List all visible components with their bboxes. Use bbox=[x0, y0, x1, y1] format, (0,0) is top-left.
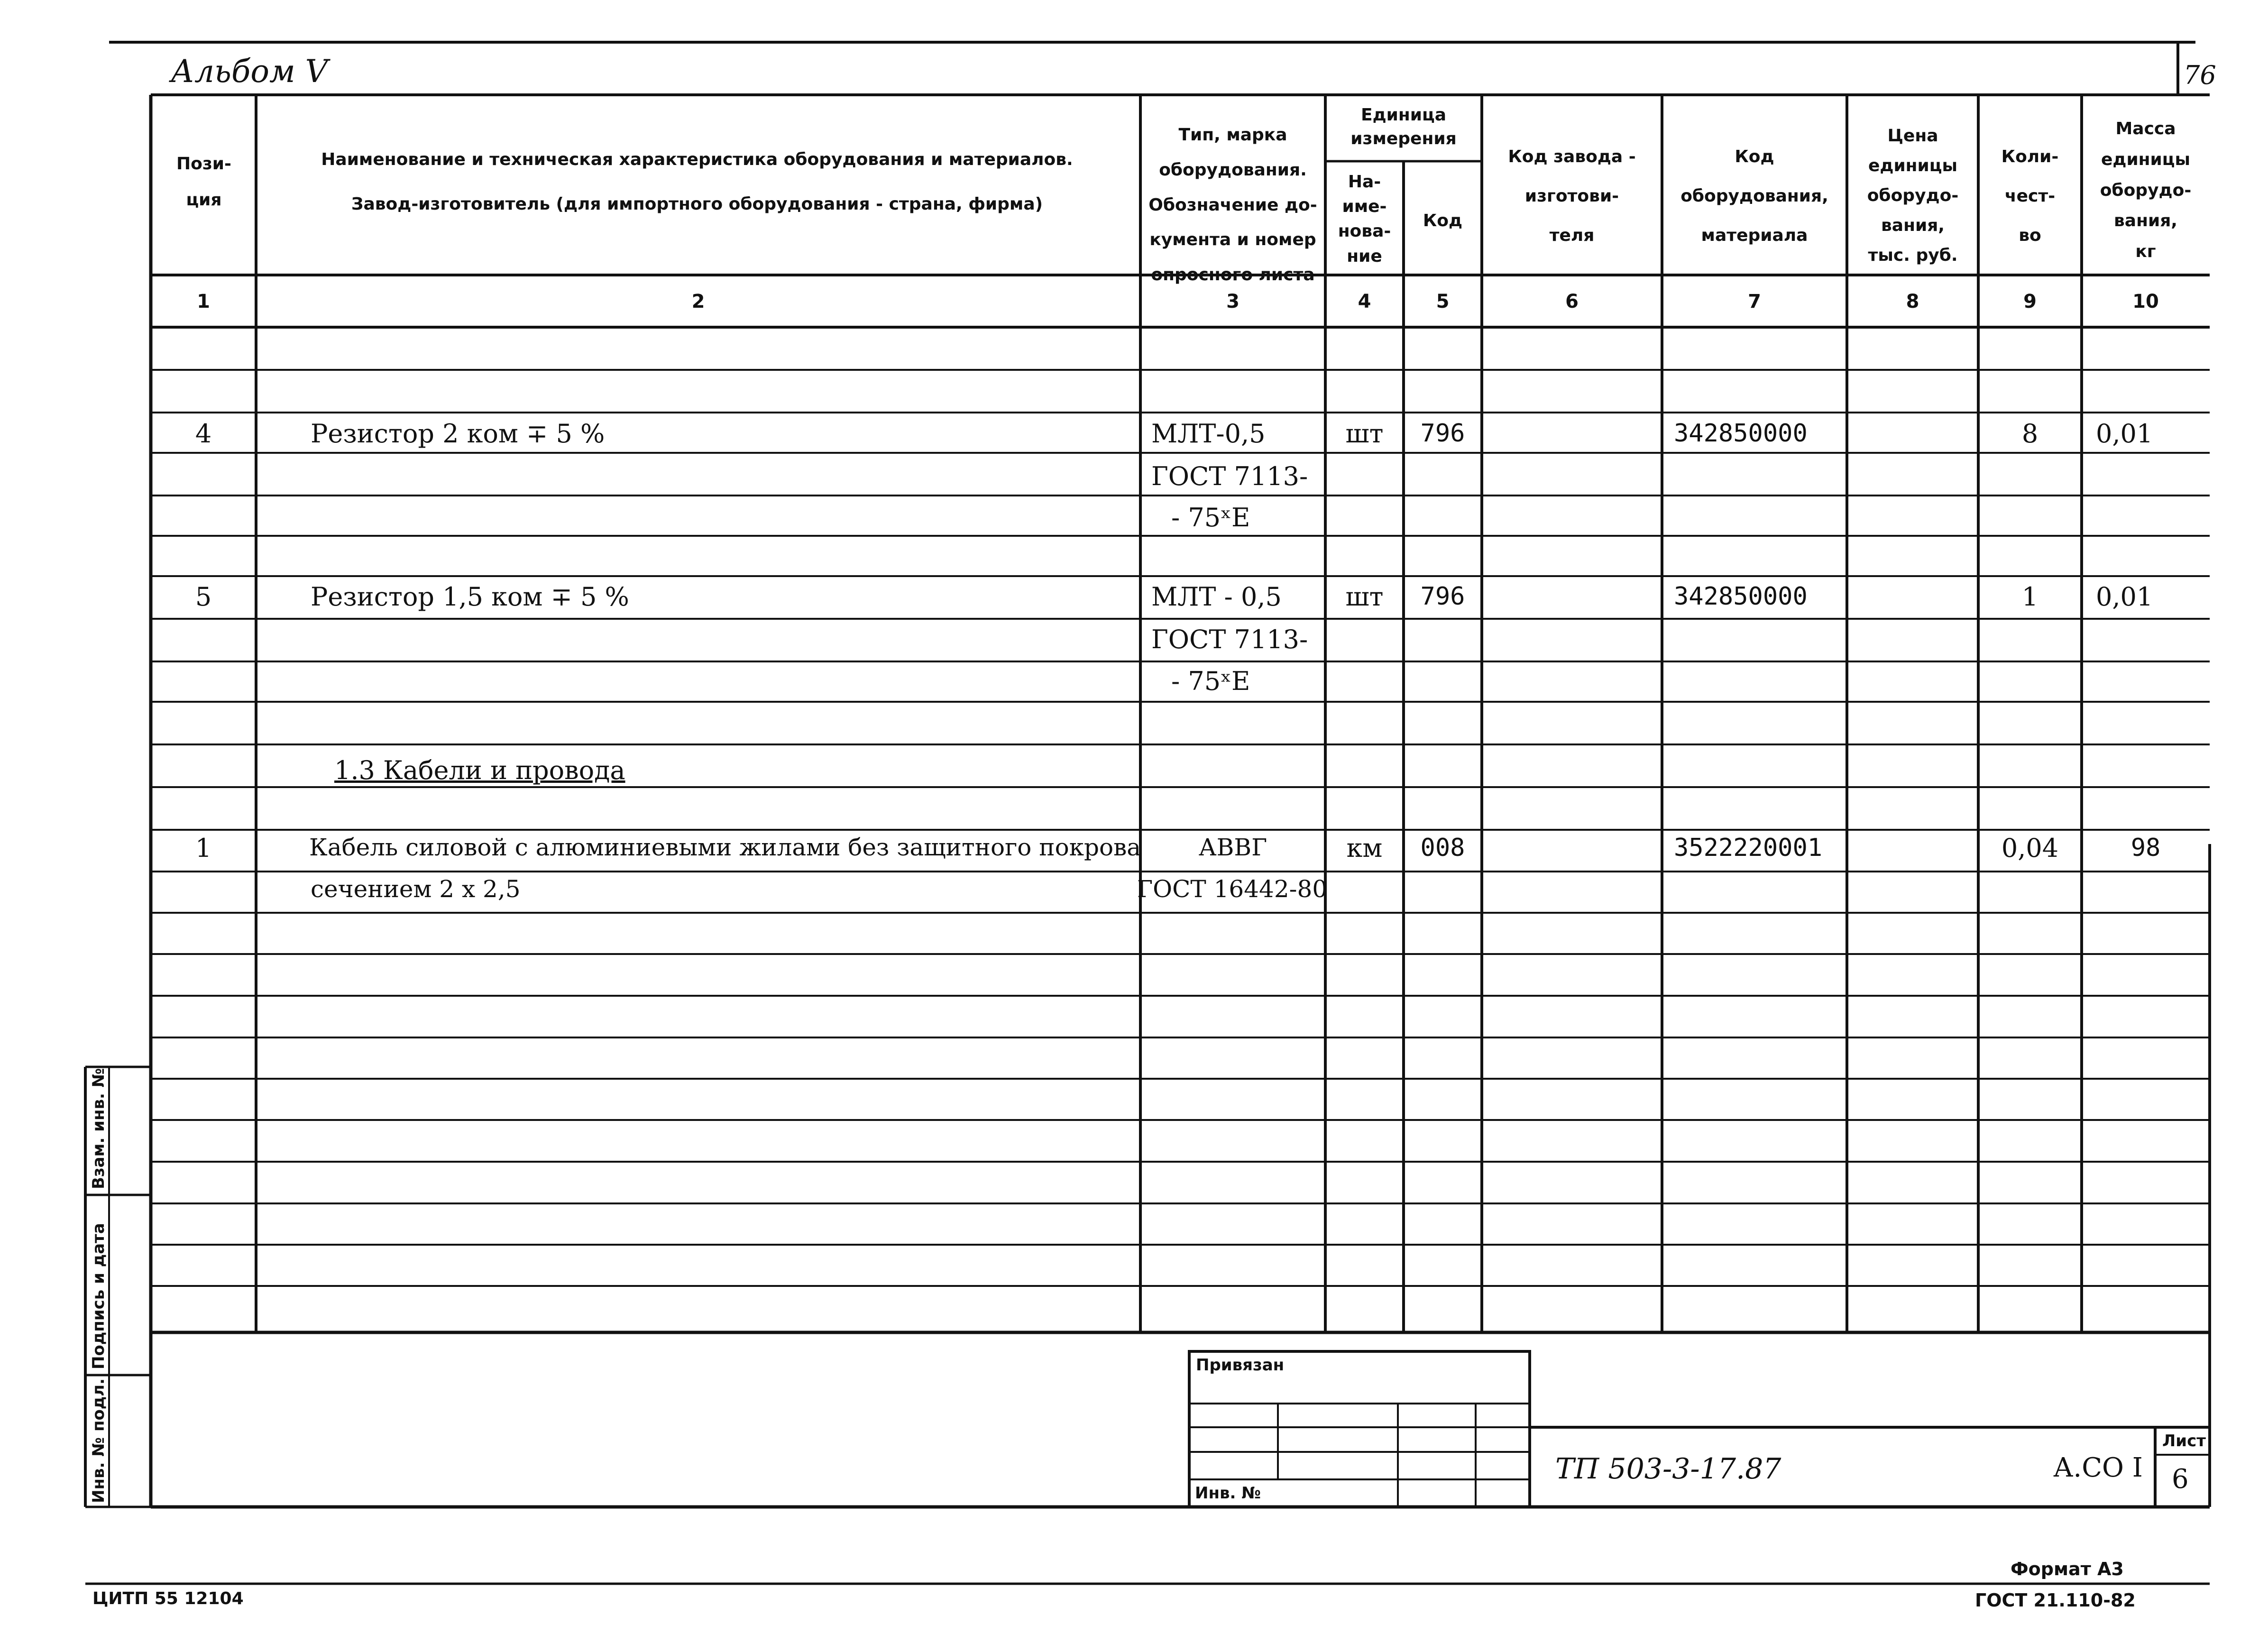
album-label: Альбом V bbox=[171, 53, 328, 90]
stamp-inv-no: Инв. № bbox=[1195, 1484, 1261, 1503]
row5-unit: шт bbox=[1345, 582, 1384, 612]
colnum-6: 6 bbox=[1565, 291, 1579, 312]
row4-equipment-code: 342850000 bbox=[1674, 419, 1808, 448]
colnum-9: 9 bbox=[2023, 291, 2037, 312]
row4-mass: 0,01 bbox=[2096, 419, 2153, 449]
row5-name: Резистор 1,5 ком ∓ 5 % bbox=[311, 582, 629, 612]
colnum-8: 8 bbox=[1906, 291, 1919, 312]
colnum-7: 7 bbox=[1748, 291, 1761, 312]
sheet-label: Лист bbox=[2162, 1432, 2206, 1450]
cable-equipment-code: 3522220001 bbox=[1674, 834, 1823, 862]
cable-unit: км bbox=[1346, 833, 1383, 863]
cable-mass: 98 bbox=[2130, 834, 2161, 862]
row4-unit: шт bbox=[1345, 419, 1384, 449]
doc-code: ТП 503-3-17.87 bbox=[1555, 1452, 1781, 1486]
row4-type-2: ГОСТ 7113- bbox=[1151, 461, 1308, 491]
colnum-10: 10 bbox=[2132, 291, 2159, 312]
header-col-5: Код bbox=[1423, 211, 1463, 230]
header-col-8: Цена единицы оборудо- вания, тыс. руб. bbox=[1867, 126, 1959, 265]
header-col-4: На- име- нова- ние bbox=[1338, 172, 1391, 266]
sheet-number: 6 bbox=[2172, 1464, 2189, 1495]
page-corner-number: 76 bbox=[2184, 60, 2216, 90]
row5-equipment-code: 342850000 bbox=[1674, 582, 1808, 611]
cable-type-1: АВВГ bbox=[1198, 834, 1267, 861]
stamp-privyazan: Привязан bbox=[1196, 1356, 1285, 1375]
header-col-9: Коли- чест- во bbox=[2001, 147, 2059, 245]
cable-qty: 0,04 bbox=[2001, 833, 2059, 863]
row5-mass: 0,01 bbox=[2096, 582, 2153, 612]
colnum-1: 1 bbox=[197, 291, 210, 312]
header-col-2: Наименование и техническая характеристика оборудования и материалов. Завод-изготовитель (для импортного оборудования - страна, фирма) bbox=[321, 150, 1073, 214]
section-title: 1.3 Кабели и провода bbox=[334, 755, 625, 785]
header-col-7: Код оборудования, материала bbox=[1680, 147, 1828, 245]
row5-type-2: ГОСТ 7113- bbox=[1151, 624, 1308, 654]
row4-unit-code: 796 bbox=[1420, 419, 1465, 448]
header-col-6: Код завода - изготови- теля bbox=[1508, 147, 1636, 245]
row4-name: Резистор 2 ком ∓ 5 % bbox=[311, 419, 605, 449]
side-label-vzam-inv: Взам. инв. № bbox=[89, 1068, 108, 1189]
footer-gost: ГОСТ 21.110-82 bbox=[1975, 1590, 2136, 1611]
header-col-1: Пози- ция bbox=[176, 154, 231, 210]
footer-format: Формат А3 bbox=[2011, 1559, 2124, 1579]
row5-type-1: МЛТ - 0,5 bbox=[1151, 582, 1282, 612]
colnum-2: 2 bbox=[691, 291, 705, 312]
cable-type-2: ГОСТ 16442-80 bbox=[1137, 875, 1328, 903]
row4-type-1: МЛТ-0,5 bbox=[1151, 419, 1266, 449]
row4-qty: 8 bbox=[2021, 419, 2038, 449]
colnum-3: 3 bbox=[1226, 291, 1240, 312]
cable-pos: 1 bbox=[195, 833, 212, 863]
footer-left-code: ЦИТП 55 12104 bbox=[92, 1589, 244, 1608]
cable-unit-code: 008 bbox=[1420, 834, 1465, 862]
row5-qty: 1 bbox=[2021, 582, 2038, 612]
side-label-podpis-data: Подпись и дата bbox=[89, 1223, 108, 1369]
header-col-10: Масса единицы оборудо- вания, кг bbox=[2100, 119, 2192, 262]
album-code: А.СО I bbox=[2053, 1452, 2143, 1483]
colnum-5: 5 bbox=[1436, 291, 1450, 312]
header-unit-group: Единица измерения bbox=[1350, 105, 1457, 149]
header-col-3: Тип, марка оборудования. Обозначение до- кумента и номер опросного листа bbox=[1148, 125, 1317, 285]
row4-pos: 4 bbox=[195, 419, 212, 449]
row5-pos: 5 bbox=[195, 582, 212, 612]
row4-type-3: - 75ˣE bbox=[1171, 503, 1250, 532]
side-label-inv-podl: Инв. № подл. bbox=[89, 1378, 108, 1503]
cable-name-2: сечением 2 х 2,5 bbox=[311, 875, 521, 903]
colnum-4: 4 bbox=[1358, 291, 1371, 312]
cable-name-1: Кабель силовой с алюминиевыми жилами без защитного покрова bbox=[309, 834, 1141, 861]
row5-type-3: - 75ˣE bbox=[1171, 666, 1250, 696]
row5-unit-code: 796 bbox=[1420, 582, 1465, 611]
